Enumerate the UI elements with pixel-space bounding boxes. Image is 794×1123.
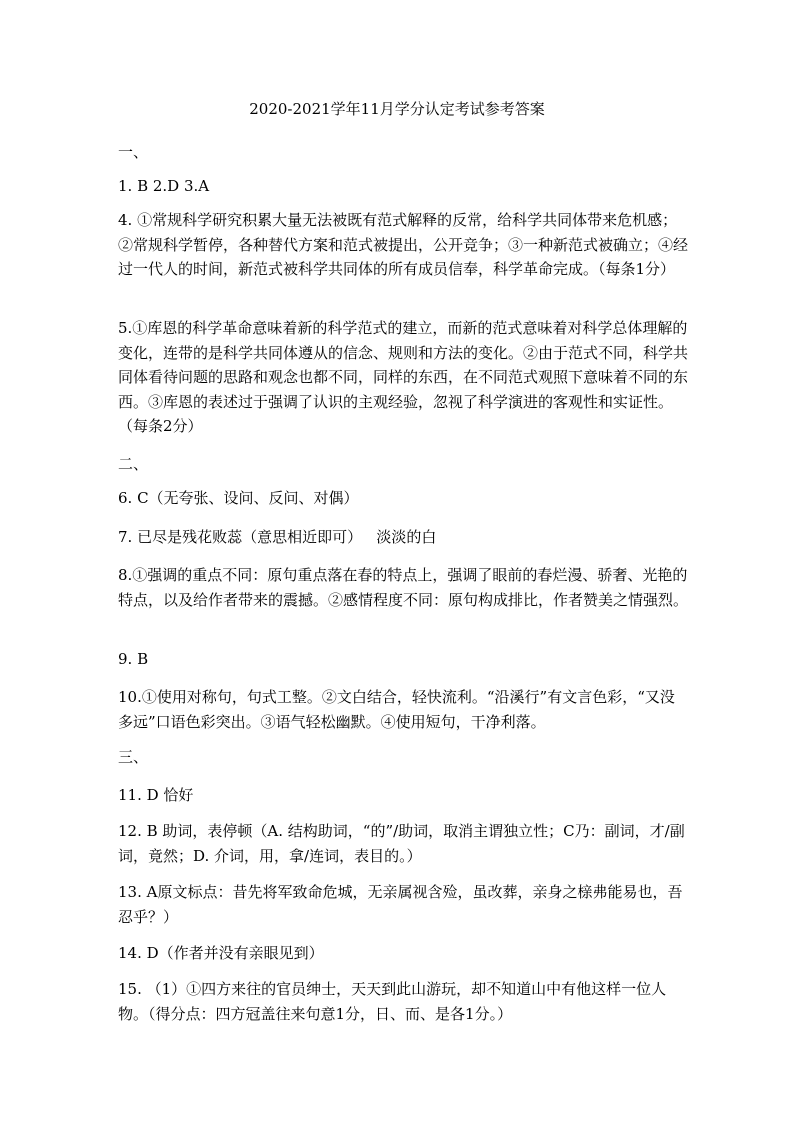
answer-1-3: 1. B 2.D 3.A	[118, 177, 210, 195]
answer-10: 10.①使用对称句，句式工整。②文白结合，轻快流利。“沿溪行”有文言色彩，“又没多远”口语色彩突出。③语气轻松幽默。④使用短句，干净利落。	[118, 688, 675, 731]
answer-11: 11. D 恰好	[118, 786, 194, 804]
answer-13: 13. A原文标点：昔先将军致命危城，无亲属视含殓，虽改葬，亲身之榇弗能易也，吾忍乎？）	[118, 883, 683, 926]
answer-15: 15. （1）①四方来往的官员绅士，天天到此山游玩，却不知道山中有他这样一位人物。（得分点：四方冠盖往来句意1分，日、而、是各1分。）	[118, 980, 667, 1023]
section-heading-1: 一、	[118, 143, 149, 161]
section-heading-2: 二、	[118, 455, 149, 473]
answer-7: 7. 已尽是残花败蕊（意思相近即可） 淡淡的白	[118, 528, 437, 546]
section-heading-3: 三、	[118, 748, 149, 766]
answer-4: 4. ①常规科学研究积累大量无法被既有范式解释的反常，给科学共同体带来危机感；②常规科学暂停，各种替代方案和范式被提出，公开竞争；③一种新范式被确立；④经过一代人的时间，新范式被科学共同体的所有成员信奉，科学革命完成。（每条1分）	[118, 211, 689, 278]
answer-8: 8.①强调的重点不同：原句重点落在春的特点上，强调了眼前的春烂漫、骄奢、光艳的特点，以及给作者带来的震撼。②感情程度不同：原句构成排比，作者赞美之情强烈。	[118, 566, 689, 609]
answer-14: 14. D（作者并没有亲眼见到）	[118, 944, 324, 962]
answer-9: 9. B	[118, 650, 149, 668]
answer-6: 6. C（无夸张、设问、反问、对偶）	[118, 489, 359, 507]
answer-5: 5.①库恩的科学革命意味着新的科学范式的建立，而新的范式意味着对科学总体理解的变化，连带的是科学共同体遵从的信念、规则和方法的变化。②由于范式不同，科学共同体看待问题的思路和观念也都不同，同样的东西，在不同范式观照下意味着不同的东西。③库恩的表述过于强调了认识的主观经验，忽视了科学演进的客观性和实证性。（每条2分）	[118, 319, 689, 435]
page-title: 2020-2021学年11月学分认定考试参考答案	[249, 100, 545, 118]
answer-12: 12. B 助词，表停顿（A. 结构助词，“的”/助词，取消主谓独立性；C乃：副词，才/副词，竟然；D. 介词，用，拿/连词，表目的。）	[118, 822, 685, 865]
